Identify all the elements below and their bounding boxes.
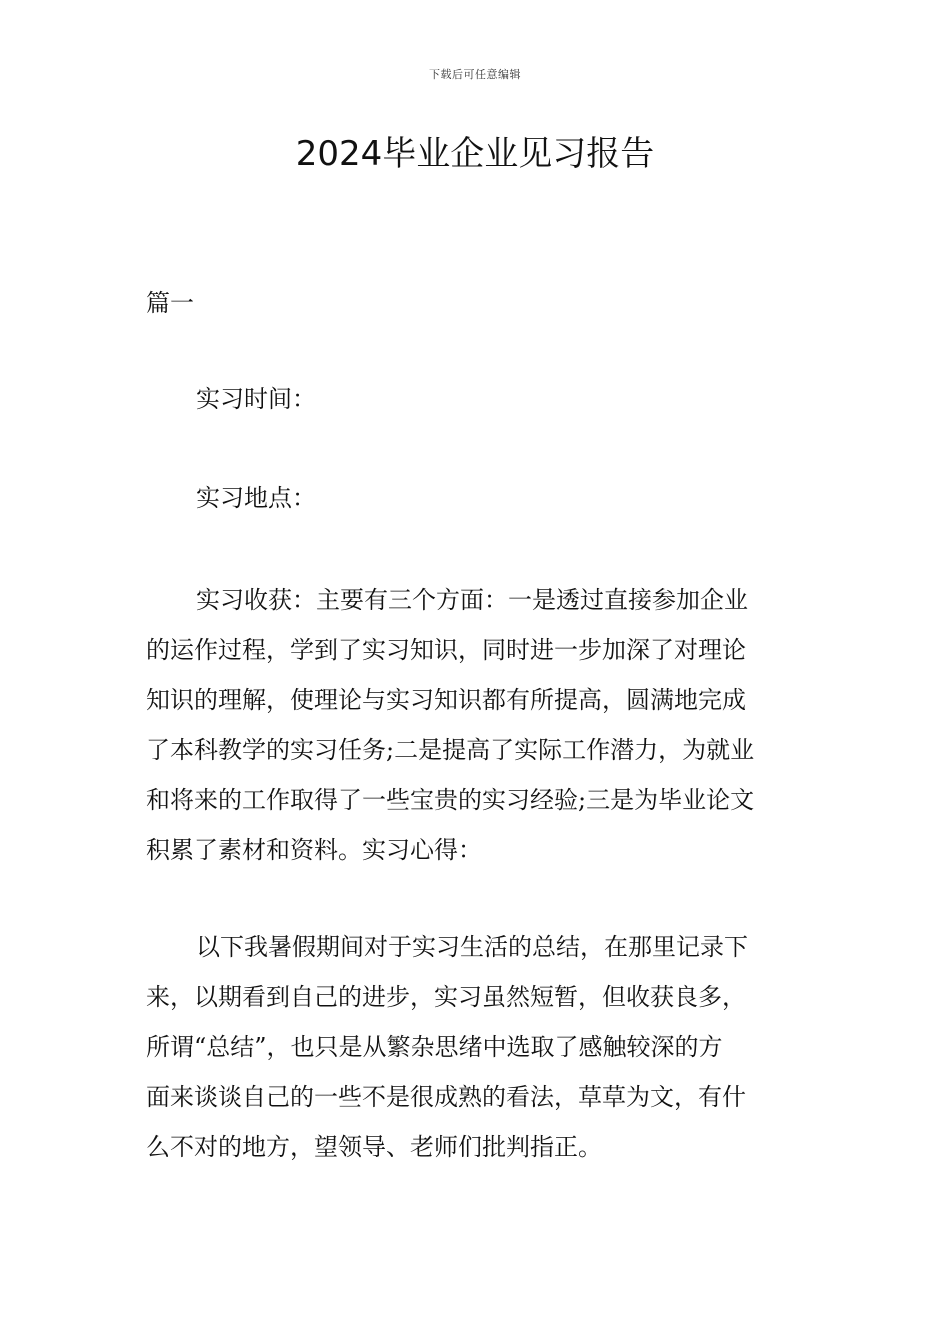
summary-line: 么不对的地方，望领导、老师们批判指正。 <box>146 1133 602 1161</box>
gains-line: 的运作过程，学到了实习知识，同时进一步加深了对理论 <box>146 636 746 664</box>
gains-line: 知识的理解，使理论与实习知识都有所提高，圆满地完成 <box>146 686 746 714</box>
gains-line: 积累了素材和资料。实习心得： <box>146 836 482 864</box>
internship-time-line: 实习时间： <box>196 385 316 413</box>
summary-line: 来，以期看到自己的进步，实习虽然短暂，但收获良多， <box>146 983 746 1011</box>
section-label: 篇一 <box>146 289 194 317</box>
gains-paragraph <box>146 575 810 875</box>
summary-line: 面来谈谈自己的一些不是很成熟的看法，草草为文，有什 <box>146 1083 746 1111</box>
summary-line: 以下我暑假期间对于实习生活的总结，在那里记录下 <box>196 933 748 961</box>
page-title: 2024毕业企业见习报告 <box>295 134 655 174</box>
gains-line: 了本科教学的实习任务;二是提高了实际工作潜力，为就业 <box>146 736 755 764</box>
summary-line: 所谓“总结”，也只是从繁杂思绪中选取了感触较深的方 <box>146 1033 723 1061</box>
gains-line: 和将来的工作取得了一些宝贵的实习经验;三是为毕业论文 <box>146 786 755 814</box>
gains-line: 实习收获：主要有三个方面：一是透过直接参加企业 <box>196 586 748 614</box>
summary-paragraph <box>146 922 810 1172</box>
header-note: 下载后可任意编辑 <box>429 68 521 81</box>
internship-place-line: 实习地点： <box>196 484 316 512</box>
